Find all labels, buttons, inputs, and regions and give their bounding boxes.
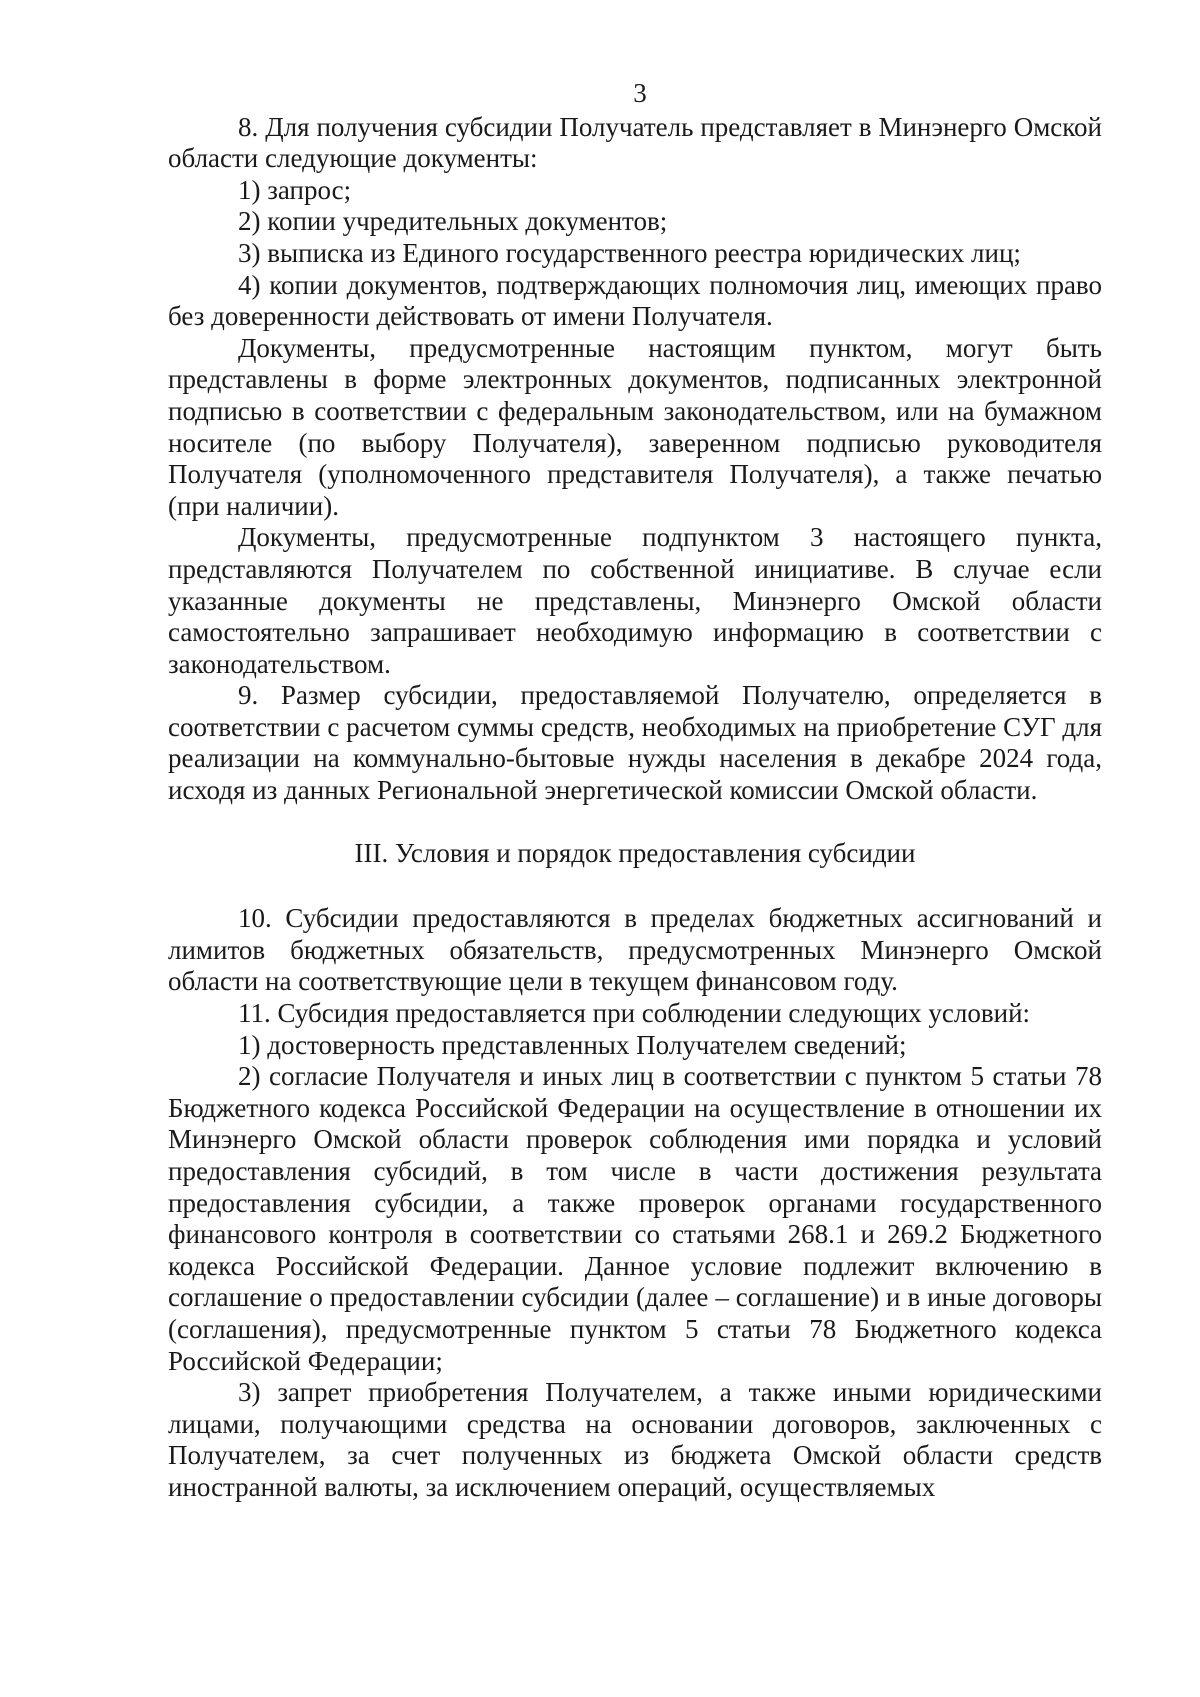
list-item-currency-ban: 3) запрет приобретения Получателем, а также иными юридическими лицами, получающими средства на основании договоров, заключенных с Получателем, за счет полученных из бюджета Омской области средств иностранной валюты, за исключением операций, осуществляемых [168,1377,1102,1502]
page-number: 3 [633,78,647,108]
paragraph-item-8: 8. Для получения субсидии Получатель представляет в Минэнерго Омской области следующие документы: [168,111,1102,174]
list-item-consent: 2) согласие Получателя и иных лиц в соответствии с пунктом 5 статьи 78 Бюджетного кодекса Российской Федерации на осуществление в отношении их Минэнерго Омской области проверок соблюдения ими порядка и условий предоставления субсидий, в том числе в части достижения результата предоставления субсидии, а также проверок органами государственного финансового контроля в соответствии со статьями 268.1 и 269.2 Бюджетного кодекса Российской Федерации. Данное условие подлежит включению в соглашение о предоставлении субсидии (далее – соглашение) и в иные договоры (соглашения), предусмотренные пунктом 5 статьи 78 Бюджетного кодекса Российской Федерации; [168,1061,1102,1376]
document-page [168,78,1102,1504]
section-heading: III. Условия и порядок предоставления субсидии [354,837,916,868]
paragraph-own-initiative: Документы, предусмотренные подпунктом 3 настоящего пункта, представляются Получателем по собственной инициативе. В случае если указанные документы не представлены, Минэнерго Омской области самостоятельно запрашивает необходимую информацию в соответствии с законодательством. [168,522,1102,679]
paragraph-item-11: 11. Субсидия предоставляется при соблюдении следующих условий: [238,998,1031,1029]
list-item-authority-docs: 4) копии документов, подтверждающих полномочия лиц, имеющих право без доверенности действовать от имени Получателя. [168,269,1102,332]
paragraph-item-10: 10. Субсидии предоставляются в пределах бюджетных ассигнований и лимитов бюджетных обязательств, предусмотренных Минэнерго Омской области на соответствующие цели в текущем финансовом году. [168,903,1102,997]
list-item-reliability: 1) достоверность представленных Получателем сведений; [238,1029,907,1060]
list-item-registry-extract: 3) выписка из Единого государственного реестра юридических лиц; [238,237,1021,268]
paragraph-item-9: 9. Размер субсидии, предоставляемой Получателю, определяется в соответствии с расчетом суммы средств, необходимых на приобретение СУГ для реализации на коммунально-бытовые нужды населения в декабре 2024 года, исходя из данных Региональной энергетической комиссии Омской области. [168,680,1102,806]
list-item-request: 1) запрос; [238,174,352,205]
list-item-founding-docs: 2) копии учредительных документов; [238,206,668,237]
paragraph-document-forms: Документы, предусмотренные настоящим пунктом, могут быть представлены в форме электронных документов, подписанных электронной подписью в соответствии с федеральным законодательством, или на бумажном носителе (по выбору Получателя), заверенном подписью руководителя Получателя (уполномоченного представителя Получателя), а также печатью (при наличии). [168,332,1102,521]
